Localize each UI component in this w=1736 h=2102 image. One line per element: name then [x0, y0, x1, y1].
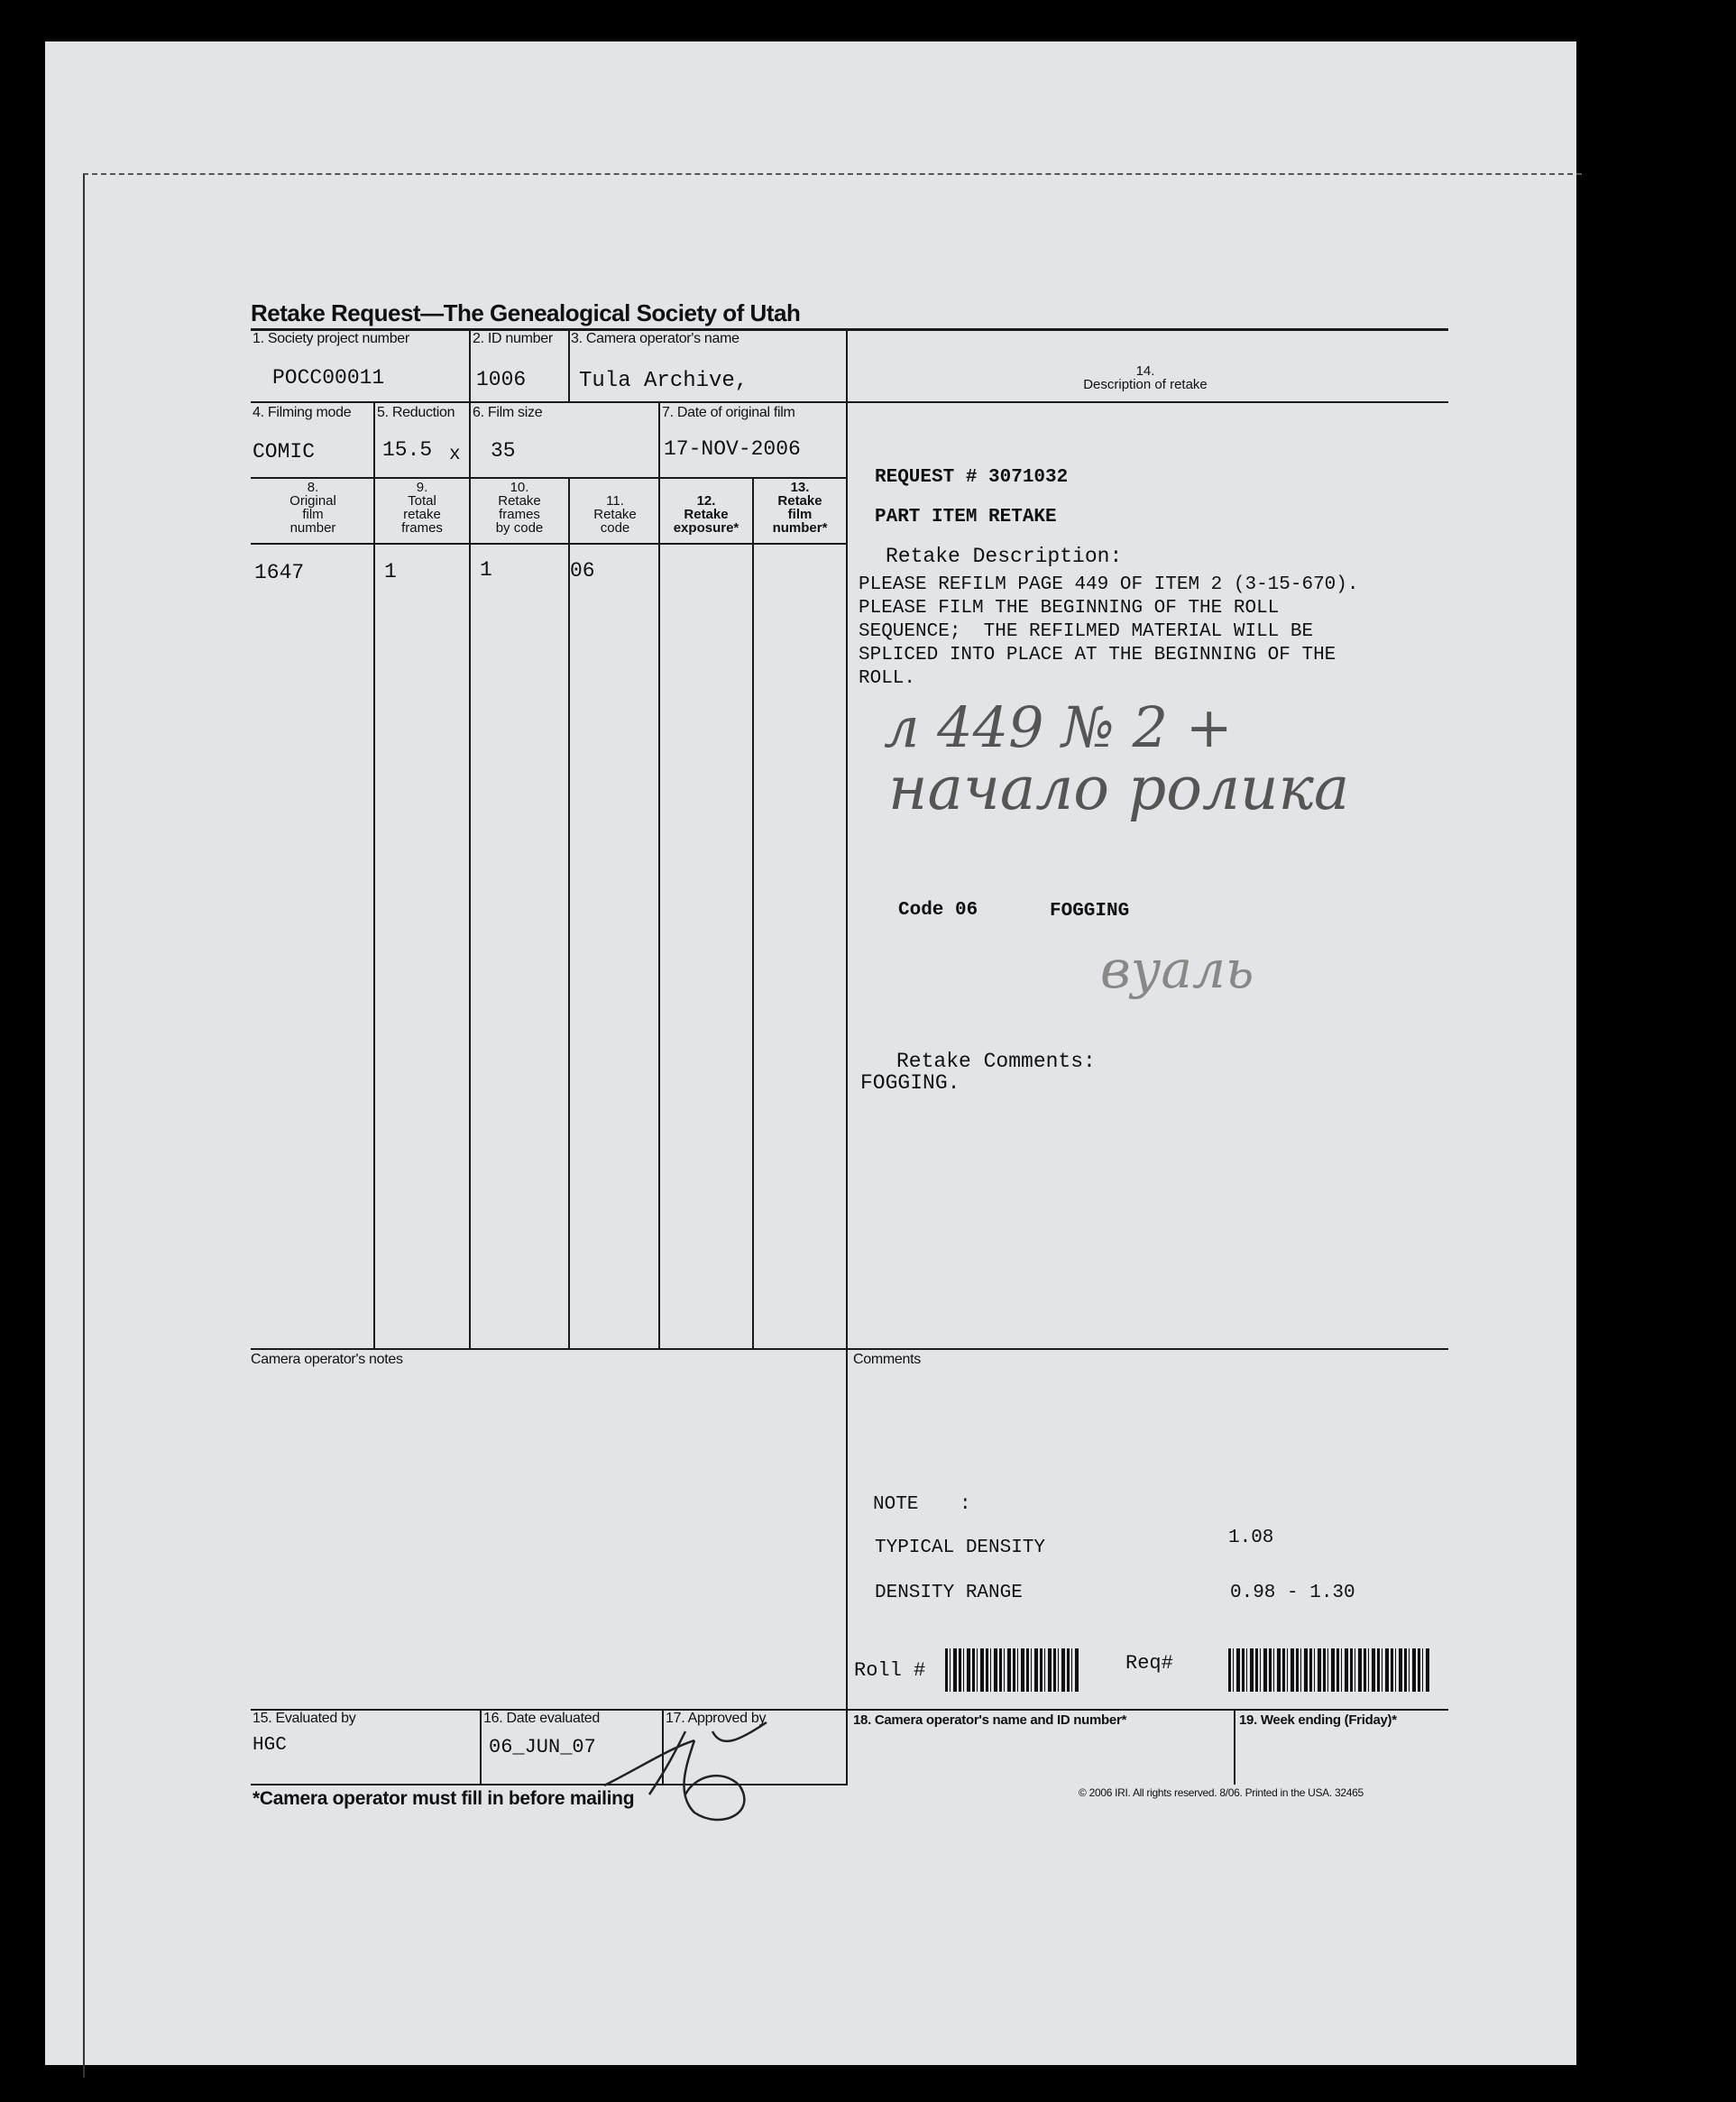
label-total-retake-frames: 9. Total retake frames	[401, 480, 443, 536]
date-evaluated: 06_JUN_07	[489, 1736, 596, 1758]
label-retake-code: 11. Retake code	[593, 493, 637, 536]
note-label: NOTE	[873, 1494, 919, 1515]
rule-top	[251, 328, 1448, 331]
label-reduction: 5. Reduction	[377, 405, 455, 420]
typical-density-label: TYPICAL DENSITY	[875, 1537, 1046, 1558]
label-society-project: 1. Society project number	[253, 331, 409, 346]
rule-v-date	[658, 401, 660, 1349]
footer-note: *Camera operator must fill in before mailing	[253, 1788, 635, 1809]
label-original-date: 7. Date of original film	[662, 405, 795, 420]
copyright: © 2006 IRI. All rights reserved. 8/06. Printed in the USA. 32465	[1079, 1786, 1364, 1799]
density-range-label: DENSITY RANGE	[875, 1583, 1023, 1603]
film-size: 35	[491, 439, 516, 463]
rule-colhead	[251, 543, 848, 545]
rule-desc-head	[848, 401, 1448, 403]
reduction-x: x	[449, 445, 461, 465]
density-range-value: 0.98 - 1.30	[1230, 1583, 1355, 1603]
rule-v-exp	[752, 477, 754, 1349]
rule-v-eval	[480, 1709, 482, 1785]
label-operator-name-id: 18. Camera operator's name and ID number*	[853, 1712, 1127, 1728]
retake-comments-label: Retake Comments:	[896, 1050, 1096, 1073]
request-number: REQUEST # 3071032	[875, 467, 1069, 488]
label-filming-mode: 4. Filming mode	[253, 405, 352, 420]
roll-label: Roll #	[854, 1659, 926, 1682]
rule-center	[846, 328, 848, 1785]
label-description: 14. Description of retake	[1083, 363, 1208, 392]
note-colon: :	[960, 1494, 971, 1515]
rule-v-red	[469, 401, 471, 477]
part-item-retake: PART ITEM RETAKE	[875, 507, 1057, 528]
req-barcode	[1228, 1648, 1430, 1692]
retake-code: 06	[570, 559, 595, 583]
rule-row1	[251, 401, 848, 403]
form-title: Retake Request—The Genealogical Society of Utah	[251, 299, 801, 326]
rule-v-mode	[373, 401, 375, 1349]
retake-description-label: Retake Description:	[886, 545, 1123, 568]
rule-v2	[568, 477, 570, 1349]
label-camera-notes: Camera operator's notes	[251, 1352, 403, 1367]
evaluated-by: HGC	[253, 1735, 287, 1756]
handwritten-note-fogging: вуаль	[1100, 939, 1254, 1000]
label-comments: Comments	[853, 1352, 921, 1367]
label-retake-exposure: 12. Retake exposure*	[673, 493, 739, 536]
label-id-number: 2. ID number	[473, 331, 553, 346]
label-film-size: 6. Film size	[473, 405, 543, 420]
typical-density-value: 1.08	[1228, 1528, 1274, 1548]
label-approved-by: 17. Approved by	[666, 1711, 767, 1726]
req-label: Req#	[1125, 1652, 1173, 1675]
rule-v-week	[1234, 1709, 1235, 1785]
reduction: 15.5	[382, 438, 433, 462]
rule-v-top	[469, 328, 471, 403]
code-label: Code 06	[898, 900, 978, 921]
label-date-evaluated: 16. Date evaluated	[483, 1711, 600, 1726]
code-name: FOGGING	[1050, 901, 1130, 922]
rule-bottom-fields	[251, 1709, 1448, 1711]
original-film-number: 1647	[254, 561, 305, 584]
rule-row2	[251, 477, 848, 479]
retake-frames-by-code: 1	[480, 558, 492, 582]
label-original-film-number: 8. Original film number	[289, 480, 336, 536]
approval-signature	[586, 1713, 803, 1840]
label-week-ending: 19. Week ending (Friday)*	[1239, 1712, 1397, 1728]
roll-barcode	[945, 1648, 1080, 1692]
label-retake-frames-by-code: 10. Retake frames by code	[495, 480, 544, 536]
rule-v-id	[568, 328, 570, 403]
retake-comments-text: FOGGING.	[860, 1071, 960, 1095]
handwritten-note-line1: л 449 № 2 +	[884, 694, 1233, 760]
label-evaluated-by: 15. Evaluated by	[253, 1711, 356, 1726]
id-number: 1006	[476, 368, 527, 391]
operator-name: Tula Archive,	[579, 369, 749, 393]
rule-notes	[251, 1348, 1448, 1350]
handwritten-note-line2: начало ролика	[888, 754, 1350, 823]
project-number: POCC00011	[272, 366, 385, 390]
retake-description-text: PLEASE REFILM PAGE 449 OF ITEM 2 (3-15-670). PLEASE FILM THE BEGINNING OF THE ROLL SEQUENCE; THE REFILMED MATERIAL WILL BE SPLICED INTO PLACE AT THE BEGINNING OF THE ROLL.	[859, 574, 1359, 689]
label-retake-film-number: 13. Retake film number*	[772, 480, 828, 536]
original-date: 17-NOV-2006	[664, 437, 801, 461]
filming-mode: COMIC	[253, 440, 316, 464]
total-retake-frames: 1	[384, 560, 397, 583]
label-operator-name: 3. Camera operator's name	[571, 331, 739, 346]
